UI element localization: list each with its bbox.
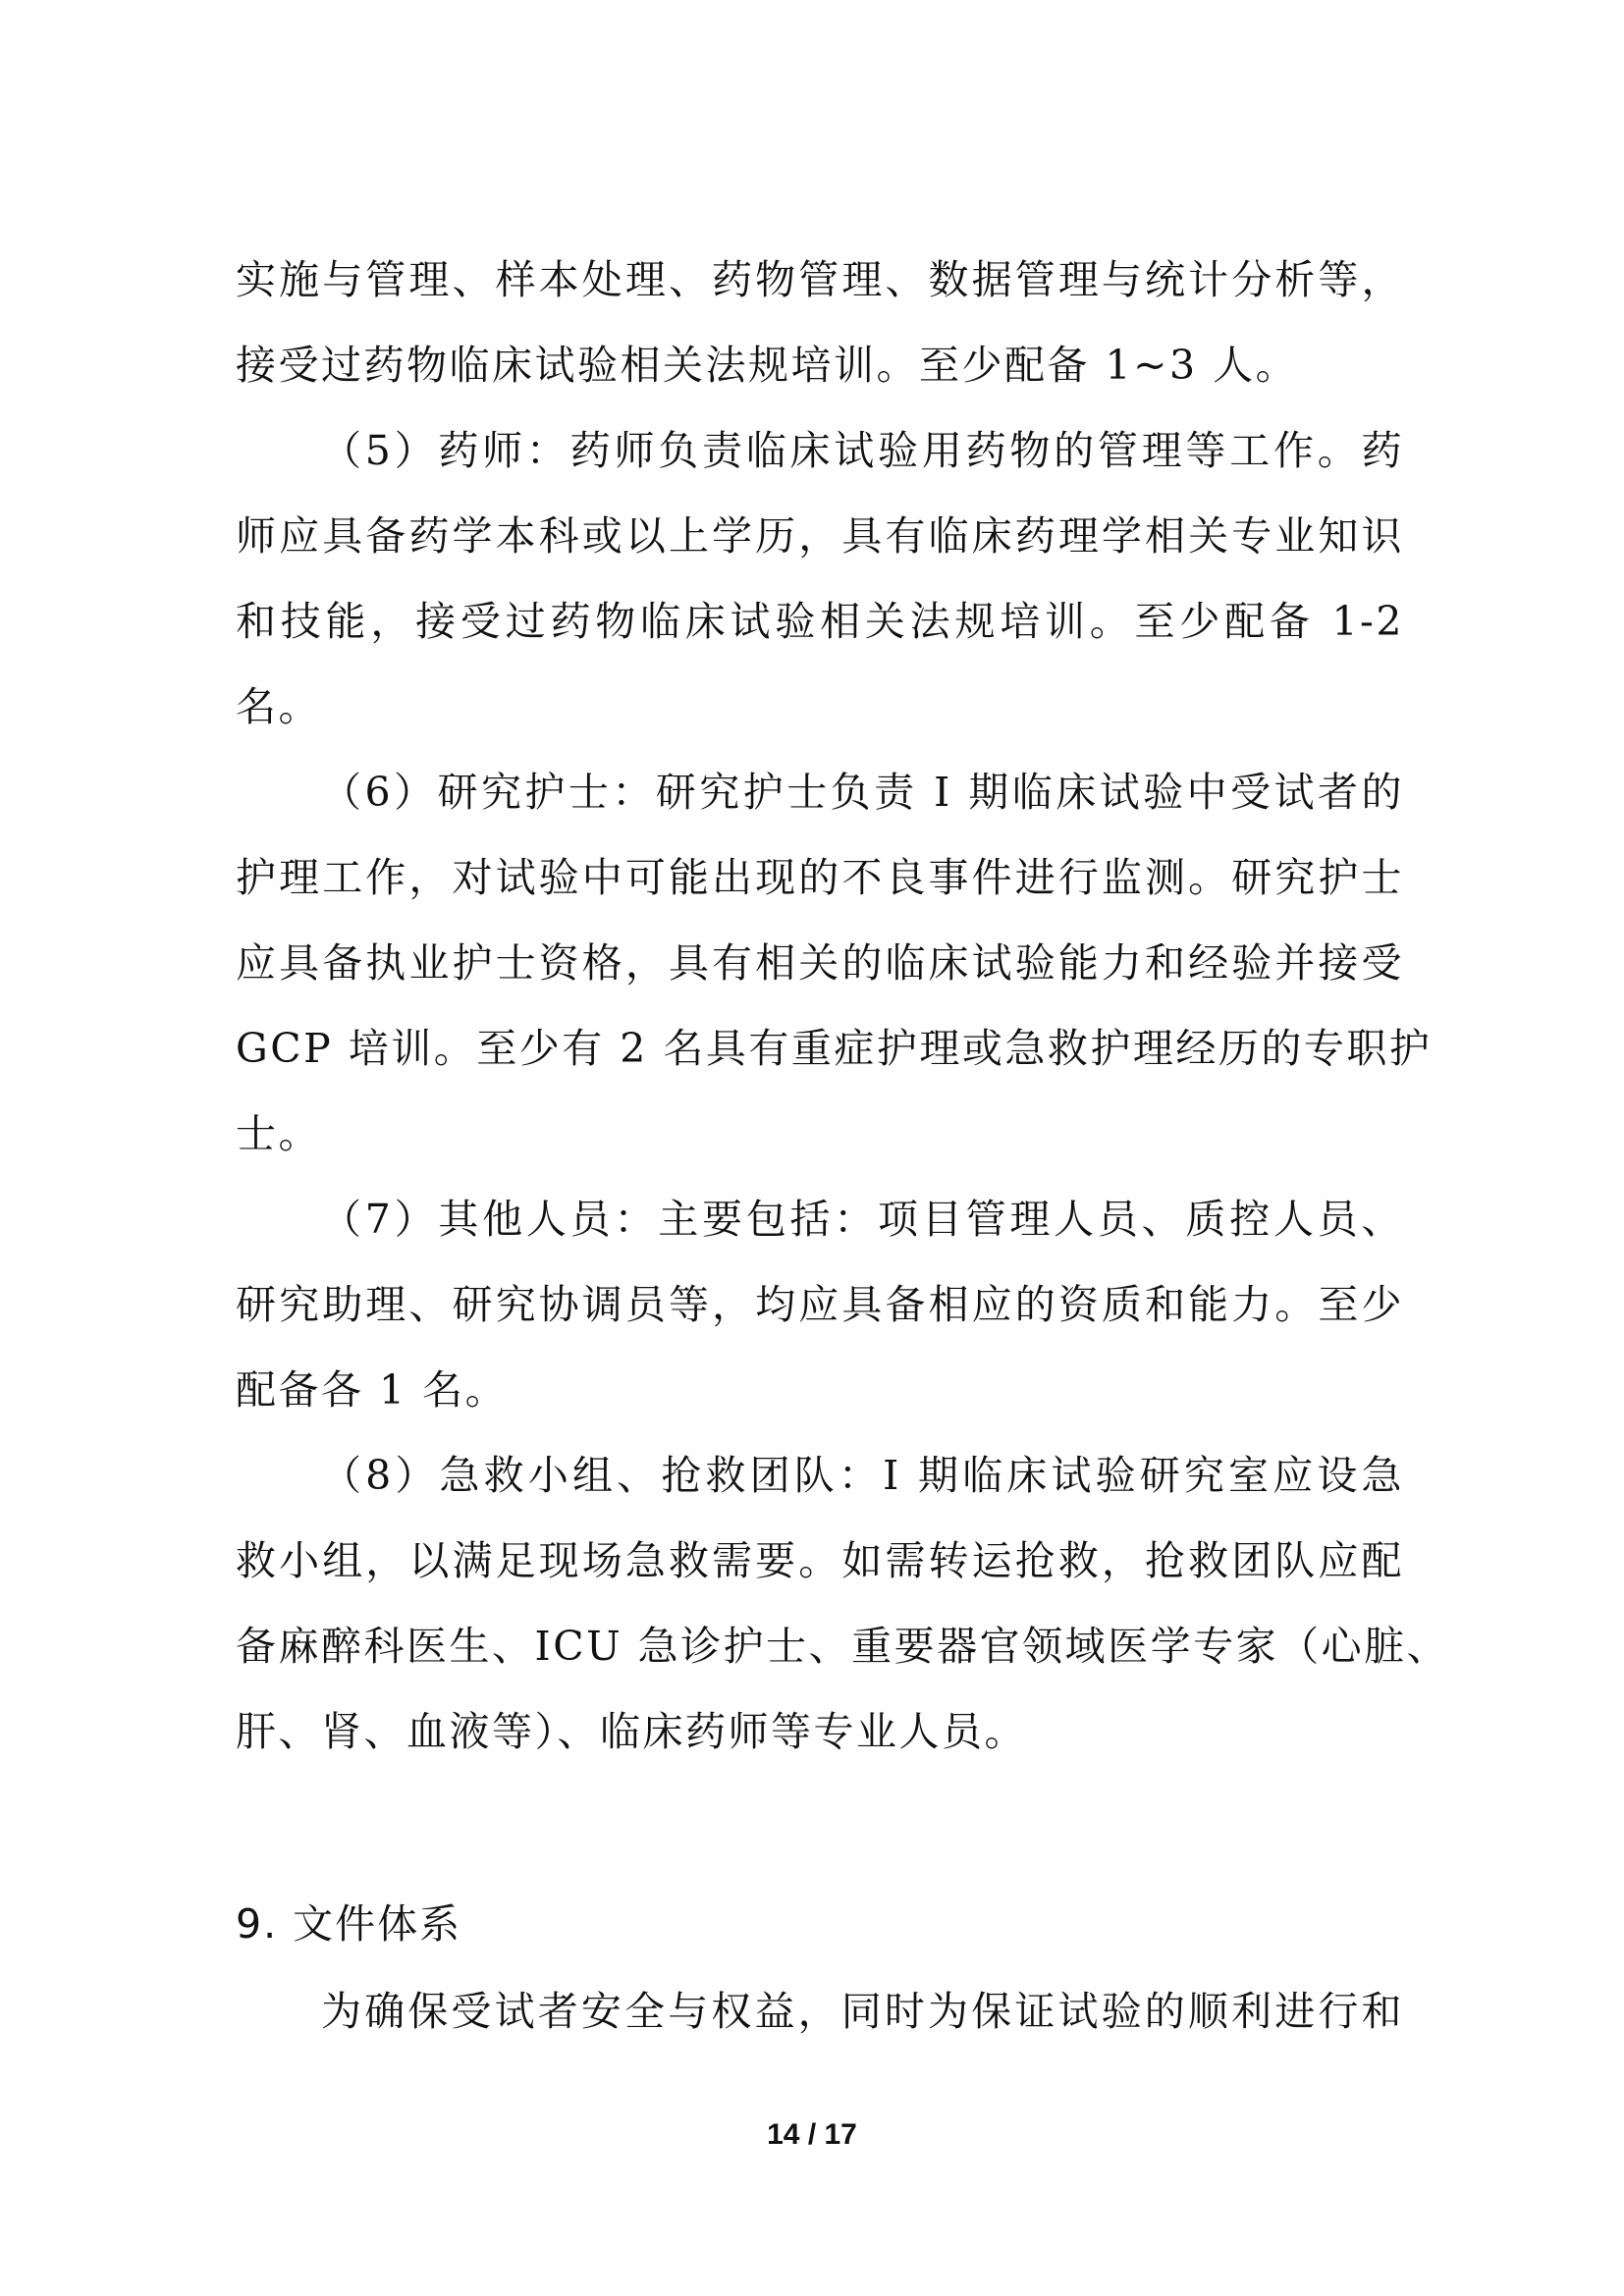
paragraph-line: 应具备执业护士资格，具有相关的临床试验能力和经验并接受 [236,939,1404,987]
paragraph-line: 士。 [236,1110,321,1157]
paragraph-line: 肝、肾、血液等）、临床药师等专业人员。 [236,1708,1027,1755]
paragraph-line: 实施与管理、样本处理、药物管理、数据管理与统计分析等， [236,256,1404,303]
paragraph-line: 为确保受试者安全与权益，同时为保证试验的顺利进行和 [321,1988,1404,2035]
paragraph-line: （7）其他人员：主要包括：项目管理人员、质控人员、 [321,1196,1404,1243]
section-heading: 9. 文件体系 [236,1900,462,1948]
paragraph-line: GCP 培训。至少有 2 名具有重症护理或急救护理经历的专职护 [236,1025,1433,1072]
paragraph-line: （6）研究护士：研究护士负责 I 期临床试验中受试者的 [321,769,1404,816]
paragraph-line: 研究助理、研究协调员等，均应具备相应的资质和能力。至少 [236,1281,1404,1328]
paragraph-line: （8）急救小组、抢救团队：I 期临床试验研究室应设急 [321,1452,1404,1499]
paragraph-line: 救小组，以满足现场急救需要。如需转运抢救，抢救团队应配 [236,1537,1404,1584]
paragraph-line: 备麻醉科医生、ICU 急诊护士、重要器官领域医学专家（心脏、 [236,1623,1450,1670]
paragraph-line: 护理工作，对试验中可能出现的不良事件进行监测。研究护士 [236,854,1404,901]
paragraph-line: （5）药师：药师负责临床试验用药物的管理等工作。药 [321,427,1404,474]
paragraph-line: 名。 [236,683,321,730]
paragraph-line: 和技能，接受过药物临床试验相关法规培训。至少配备 1-2 [236,598,1404,645]
paragraph-line: 师应具备药学本科或以上学历，具有临床药理学相关专业知识 [236,512,1404,560]
paragraph-line: 接受过药物临床试验相关法规培训。至少配备 1~3 人。 [236,342,1299,389]
paragraph-line: 配备各 1 名。 [236,1366,509,1414]
page-number: 14 / 17 [767,2118,857,2151]
